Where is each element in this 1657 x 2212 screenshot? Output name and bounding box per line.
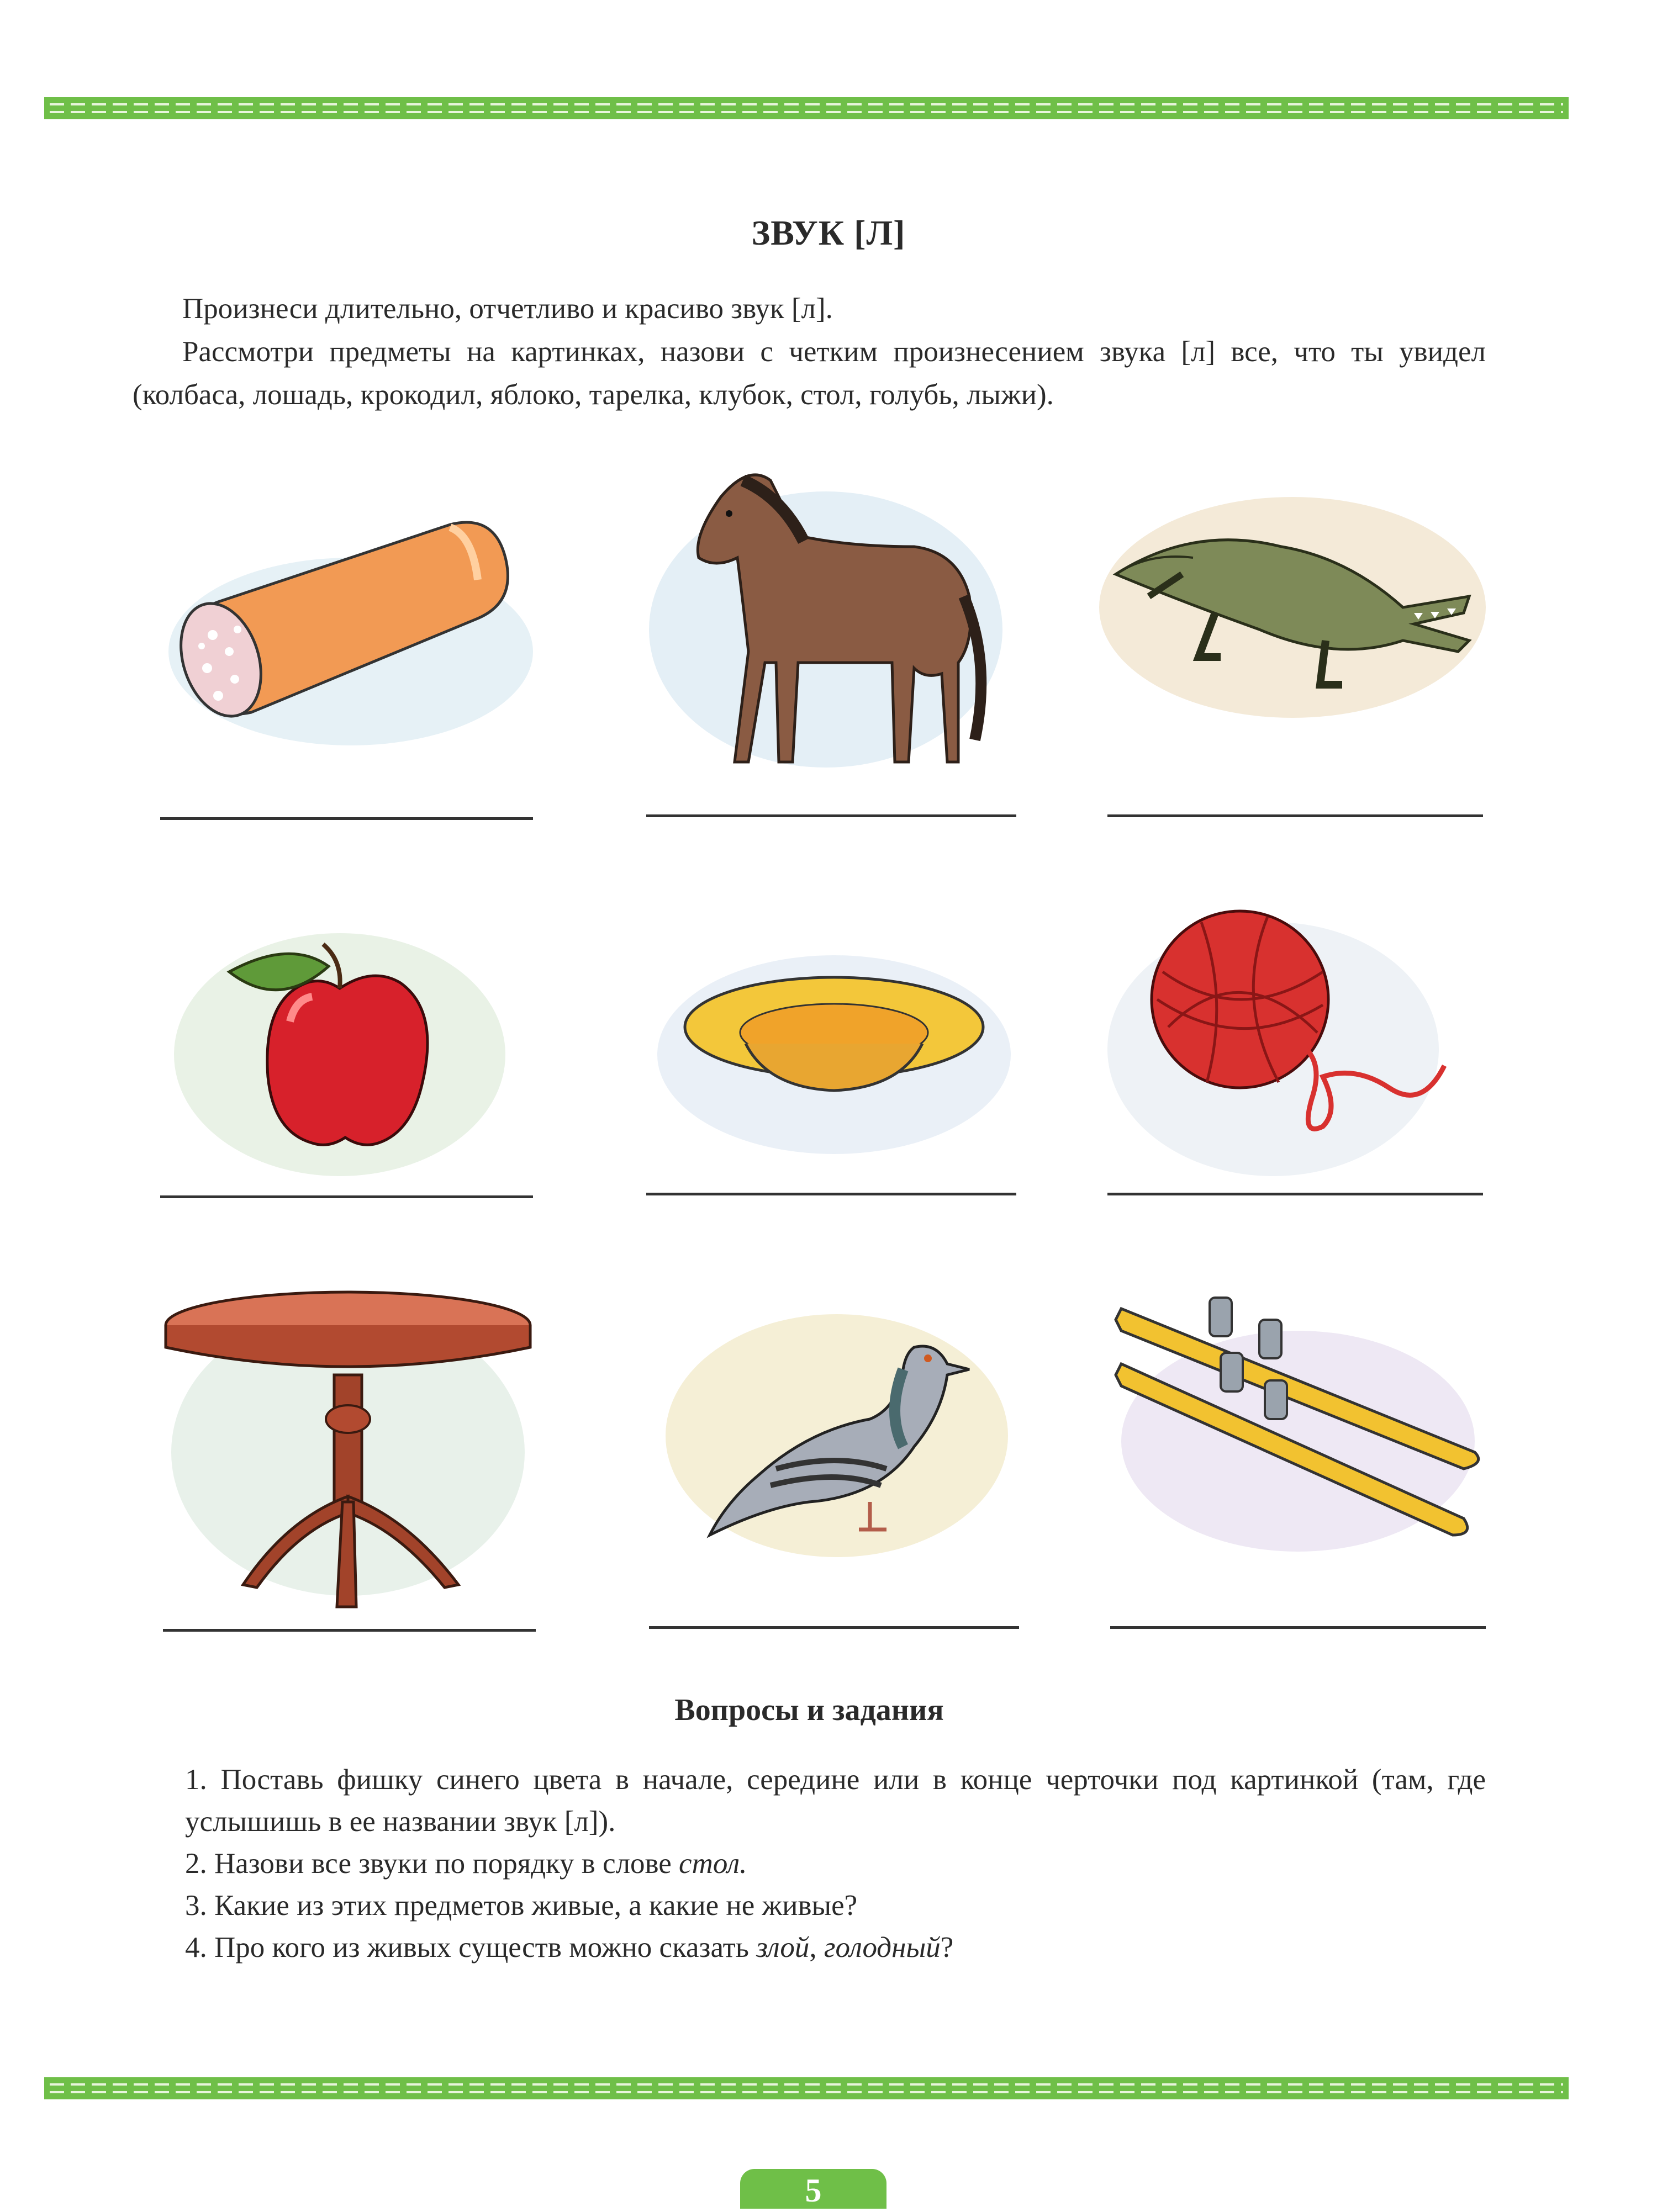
picture-crocodile — [1083, 464, 1502, 817]
intro-text — [133, 287, 1486, 416]
question-2-word: стол. — [679, 1848, 747, 1880]
questions-title: Вопросы и задания — [674, 1693, 944, 1727]
answer-line-apple[interactable] — [160, 1195, 533, 1198]
question-4-word-2: голодный — [824, 1931, 941, 1964]
picture-apple — [141, 900, 561, 1253]
sausage-icon — [141, 453, 561, 806]
answer-line-crocodile[interactable] — [1107, 814, 1483, 817]
questions-list — [185, 1759, 1486, 1968]
picture-plate — [624, 911, 1044, 1264]
horse-icon — [616, 431, 1036, 806]
question-4-text: 4. Про кого из живых существ можно сказать — [185, 1931, 757, 1964]
picture-skis — [1099, 1287, 1519, 1640]
question-3-text: 3. Какие из этих предметов живые, а какие не живые? — [185, 1890, 858, 1922]
pigeon-icon — [627, 1287, 1047, 1574]
top-decorative-band — [44, 97, 1569, 119]
crocodile-icon — [1083, 464, 1502, 762]
question-1-text: 1. Поставь фишку синего цвета в начале, середине или в конце черточки под картинкой (там, где услышишь в ее названии звук [л]). — [185, 1764, 1486, 1838]
answer-line-plate[interactable] — [646, 1193, 1016, 1195]
apple-icon — [141, 900, 561, 1209]
question-4-end: ? — [940, 1931, 954, 1964]
answer-line-horse[interactable] — [646, 814, 1016, 817]
page-number: 5 — [740, 2169, 886, 2209]
question-2 — [185, 1843, 1486, 1885]
question-4 — [185, 1927, 1486, 1968]
picture-yarn-ball — [1091, 889, 1511, 1242]
yarn-ball-icon — [1091, 889, 1511, 1198]
question-1 — [185, 1759, 1486, 1843]
picture-pigeon — [627, 1287, 1047, 1640]
answer-line-pigeon[interactable] — [649, 1626, 1019, 1629]
question-3 — [185, 1885, 1486, 1927]
picture-table — [149, 1276, 569, 1629]
table-icon — [149, 1276, 569, 1629]
skis-icon — [1099, 1287, 1519, 1574]
intro-line-2: Рассмотри предметы на картинках, назови с четким произнесением звука [л] все, что ты увидел (колбаса, лошадь, крокодил, яблоко, тарелка, клубок, стол, голубь, лыжи). — [133, 336, 1486, 411]
intro-line-1: Произнеси длительно, отчетливо и красиво звук [л]. — [182, 293, 833, 325]
bottom-decorative-band — [44, 2077, 1569, 2099]
answer-line-table[interactable] — [163, 1629, 536, 1632]
picture-horse — [616, 431, 1036, 784]
page-title: ЗВУК [Л] — [751, 213, 906, 252]
question-4-word-1: злой — [756, 1931, 810, 1964]
plate-icon — [624, 911, 1044, 1198]
answer-line-skis[interactable] — [1110, 1626, 1486, 1629]
answer-line-yarn-ball[interactable] — [1107, 1193, 1483, 1195]
picture-sausage — [141, 453, 561, 806]
question-4-separator: , — [809, 1931, 824, 1964]
answer-line-sausage[interactable] — [160, 817, 533, 820]
question-2-text: 2. Назови все звуки по порядку в слове — [185, 1848, 679, 1880]
